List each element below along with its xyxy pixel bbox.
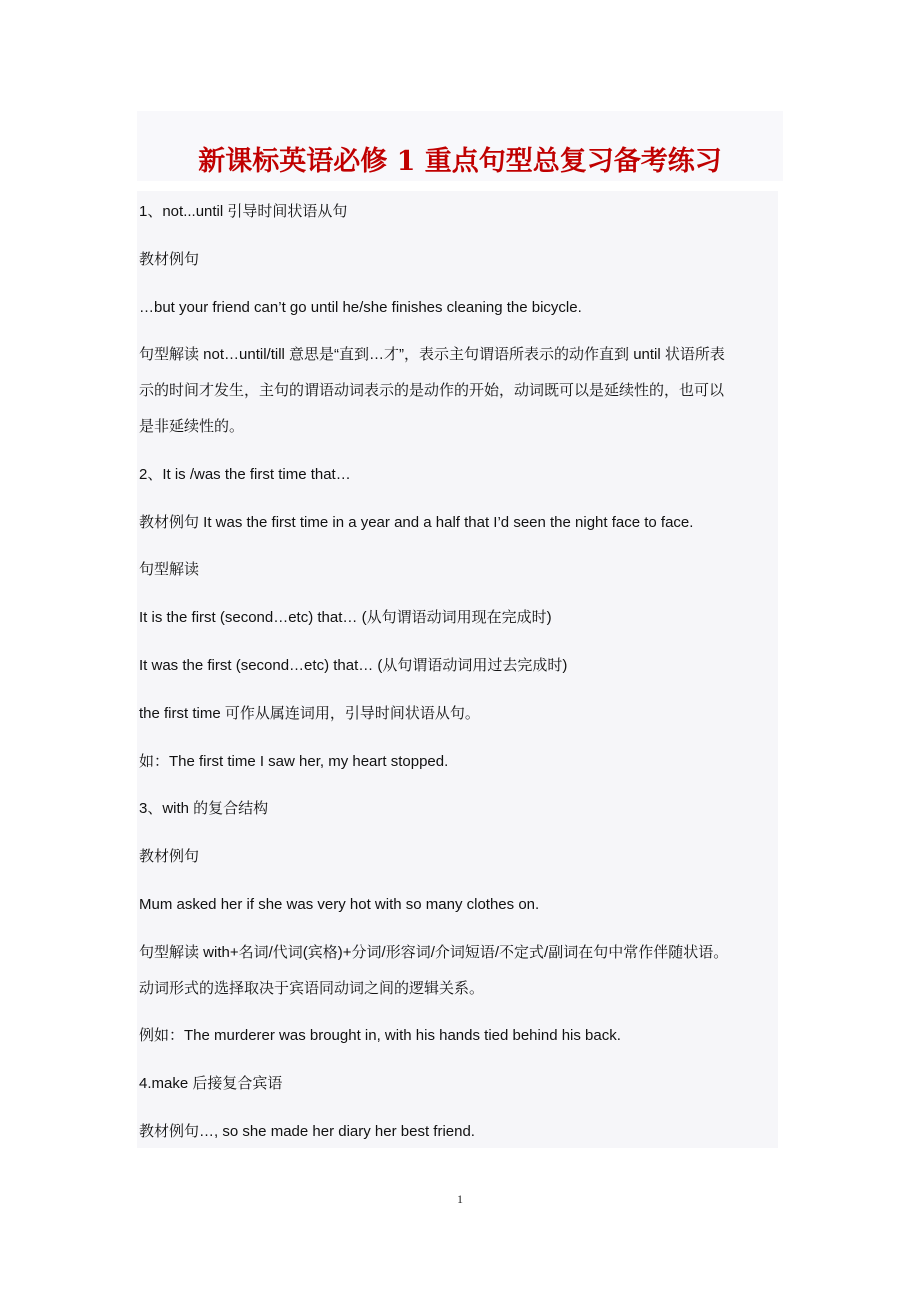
- section-2-conjunction-note: the first time 可作从属连词用，引导时间状语从句。: [139, 705, 480, 722]
- section-3-heading: 3、with 的复合结构: [139, 800, 269, 817]
- section-3-example-label: 教材例句: [139, 848, 200, 865]
- section-3-explanation-line-2: 动词形式的选择取决于宾语同动词之间的逻辑关系。: [139, 980, 485, 997]
- section-1-explanation-line-1: 句型解读 not…until/till 意思是“直到…才”，表示主句谓语所表示的动作直到 until 状语所表: [139, 346, 725, 363]
- section-2-pattern-present: It is the first (second…etc) that… (从句谓语动词用现在完成时): [139, 609, 552, 626]
- section-1-explanation-line-3: 是非延续性的。: [139, 418, 245, 435]
- section-1-example-sentence: …but your friend can’t go until he/she finishes cleaning the bicycle.: [139, 299, 582, 316]
- section-2-heading: 2、It is /was the first time that…: [139, 466, 351, 483]
- section-4-example-sentence: 教材例句…, so she made her diary her best friend.: [139, 1123, 475, 1140]
- page-number: 1: [457, 1192, 463, 1206]
- section-4-heading: 4.make 后接复合宾语: [139, 1075, 283, 1092]
- section-1-example-label: 教材例句: [139, 251, 200, 268]
- section-1-heading: 1、not...until 引导时间状语从句: [139, 203, 348, 220]
- section-3-example: 例如：The murderer was brought in, with his hands tied behind his back.: [139, 1027, 621, 1044]
- document-title: 新课标英语必修 1 重点句型总复习备考练习: [198, 146, 722, 177]
- section-2-example-sentence: 教材例句 It was the first time in a year and a half that I’d seen the night face to face.: [139, 514, 694, 531]
- section-2-pattern-past: It was the first (second…etc) that… (从句谓语动词用过去完成时): [139, 657, 568, 674]
- section-3-example-sentence: Mum asked her if she was very hot with so many clothes on.: [139, 896, 540, 913]
- section-1-explanation-line-2: 示的时间才发生，主句的谓语动词表示的是动作的开始，动词既可以是延续性的，也可以: [139, 382, 725, 399]
- section-2-example: 如：The first time I saw her, my heart stopped.: [139, 753, 449, 770]
- section-3-explanation-line-1: 句型解读 with+名词/代词(宾格)+分词/形容词/介词短语/不定式/副词在句中常作伴随状语。: [139, 944, 729, 961]
- section-2-explanation-label: 句型解读: [139, 561, 200, 578]
